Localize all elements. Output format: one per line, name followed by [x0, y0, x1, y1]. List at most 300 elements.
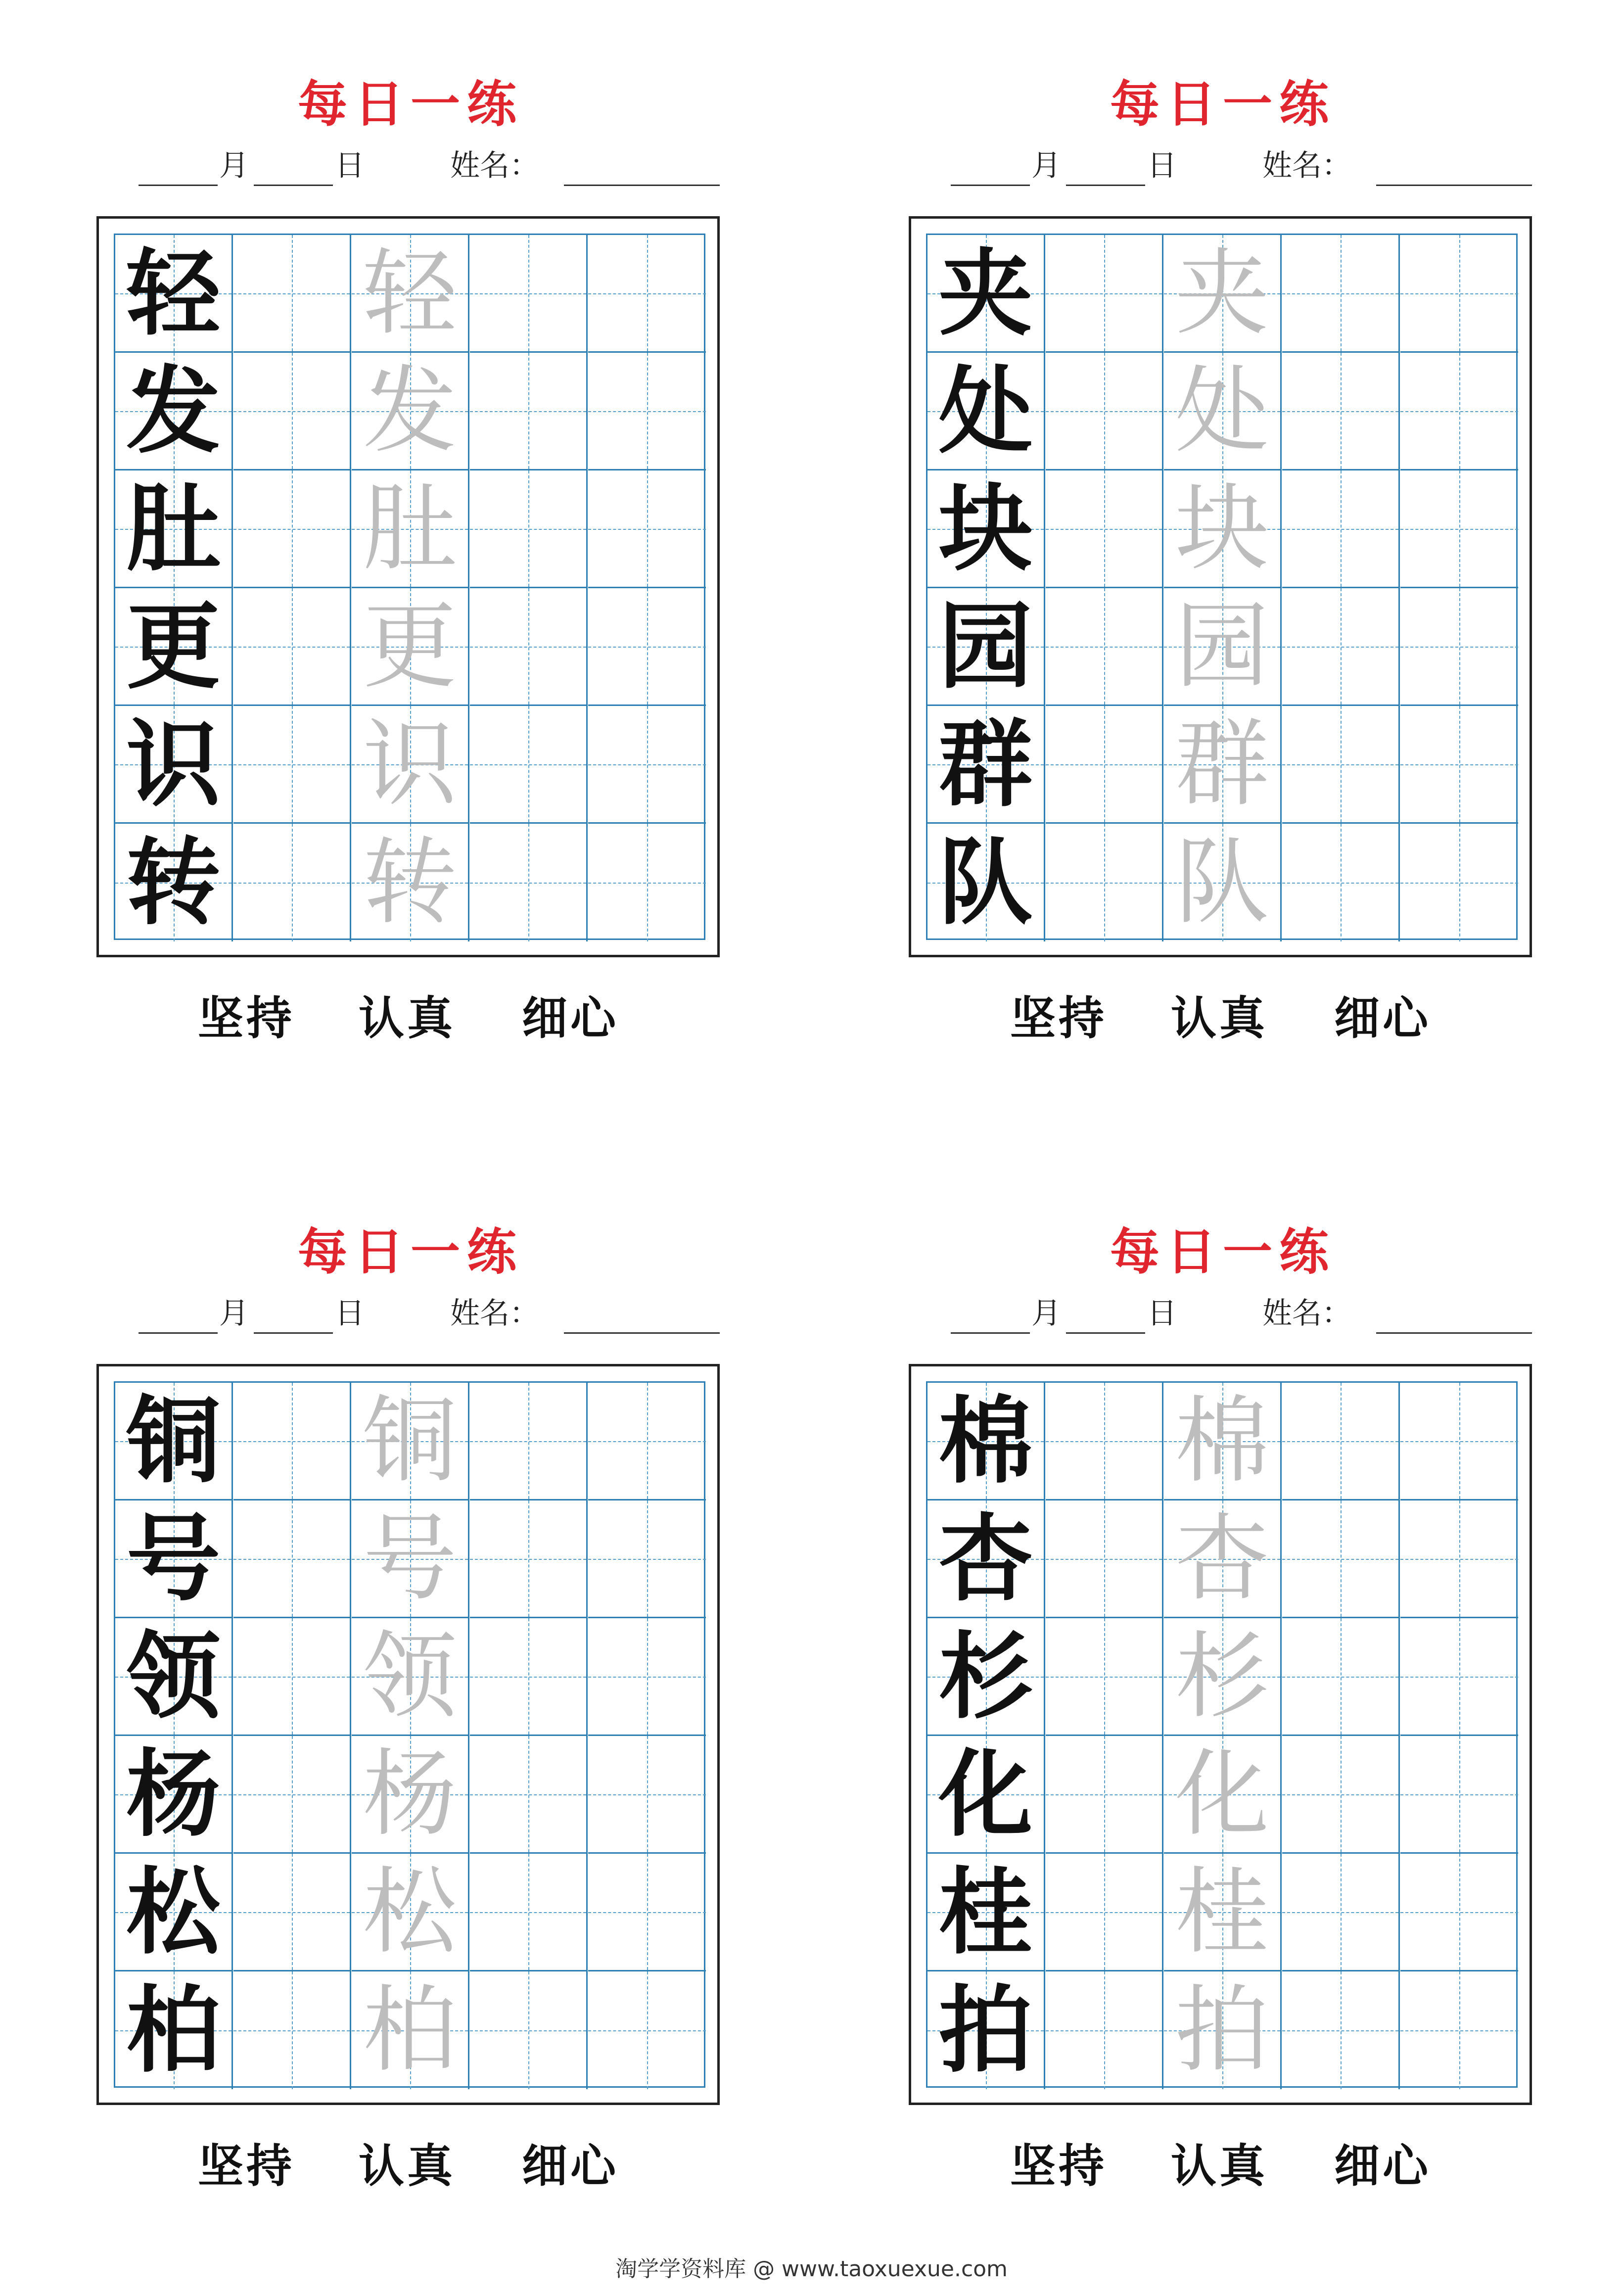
name-label: 姓名：: [450, 1296, 539, 1331]
practice-cell[interactable]: [1046, 1618, 1163, 1736]
day-blank[interactable]: [254, 185, 333, 186]
month-label: 月: [219, 148, 249, 183]
practice-cell[interactable]: [1400, 1618, 1518, 1736]
cell-guide-horizontal: [1400, 1559, 1518, 1560]
writing-frame: [909, 1364, 1532, 2105]
cell-guide-horizontal: [1046, 2030, 1162, 2031]
day-label: 日: [335, 1296, 365, 1331]
practice-cell[interactable]: [1046, 1383, 1163, 1500]
model-char-cell: [927, 706, 1045, 824]
practice-sheet: [909, 0, 1537, 1045]
practice-cell[interactable]: [1046, 706, 1163, 824]
cell-guide-horizontal: [1400, 2030, 1518, 2031]
practice-cell[interactable]: [1400, 706, 1518, 824]
cell-guide-horizontal: [1046, 1794, 1162, 1795]
practice-cell[interactable]: [233, 706, 351, 824]
practice-cell[interactable]: [1046, 1854, 1163, 1971]
cell-guide-horizontal: [1046, 883, 1162, 884]
cell-guide-horizontal: [1400, 647, 1518, 648]
grid-row: [927, 588, 1516, 706]
model-character: 化: [938, 1738, 1033, 1849]
model-character: 拍: [938, 1975, 1033, 2085]
trace-char-cell: [352, 706, 469, 824]
cell-guide-horizontal: [1046, 293, 1162, 294]
practice-cell[interactable]: [233, 1854, 351, 1971]
practice-cell[interactable]: [588, 1383, 706, 1500]
model-character: 领: [126, 1621, 221, 1732]
model-char-cell: [115, 824, 233, 941]
model-character: 柏: [126, 1975, 221, 2085]
practice-cell[interactable]: [233, 235, 351, 353]
trace-char-cell: [1164, 588, 1282, 706]
model-char-cell: [927, 1500, 1045, 1618]
practice-cell[interactable]: [1046, 470, 1163, 588]
trace-char-cell: [1164, 235, 1282, 353]
cell-guide-horizontal: [588, 529, 706, 530]
trace-char-cell: [1164, 1383, 1282, 1500]
model-character: 队: [938, 827, 1033, 937]
cell-guide-horizontal: [1046, 647, 1162, 648]
practice-cell[interactable]: [588, 1736, 706, 1854]
trace-char-cell: [352, 353, 469, 470]
cell-guide-horizontal: [233, 1441, 350, 1442]
model-char-cell: [115, 1618, 233, 1736]
trace-character: 铜: [363, 1386, 457, 1496]
cell-guide-horizontal: [233, 883, 350, 884]
model-char-cell: [115, 470, 233, 588]
trace-character: 更: [363, 591, 457, 701]
motto-word: 坚持: [198, 992, 295, 1045]
practice-cell[interactable]: [470, 1500, 588, 1618]
cell-guide-horizontal: [1282, 647, 1398, 648]
grid-row: [115, 1618, 704, 1736]
month-label: 月: [219, 1296, 249, 1331]
grid-row: [115, 706, 704, 824]
day-label: 日: [335, 148, 365, 183]
month-blank[interactable]: [951, 1332, 1030, 1334]
model-character: 桂: [938, 1856, 1033, 1967]
trace-char-cell: [1164, 353, 1282, 470]
model-char-cell: [927, 1854, 1045, 1971]
model-character: 夹: [938, 237, 1033, 348]
model-character: 群: [938, 708, 1033, 819]
model-char-cell: [927, 824, 1045, 941]
practice-cell[interactable]: [470, 470, 588, 588]
practice-cell[interactable]: [233, 824, 351, 941]
cell-guide-horizontal: [470, 764, 586, 765]
trace-char-cell: [352, 824, 469, 941]
practice-cell[interactable]: [470, 1854, 588, 1971]
cell-guide-horizontal: [1046, 529, 1162, 530]
motto-word: 细心: [522, 2140, 619, 2193]
practice-sheet: [96, 0, 725, 1045]
practice-cell[interactable]: [1400, 1854, 1518, 1971]
cell-guide-horizontal: [1282, 529, 1398, 530]
month-blank[interactable]: [139, 1332, 218, 1334]
cell-guide-horizontal: [470, 647, 586, 648]
cell-guide-horizontal: [233, 1677, 350, 1678]
model-char-cell: [115, 353, 233, 470]
practice-cell[interactable]: [588, 588, 706, 706]
practice-cell[interactable]: [1046, 235, 1163, 353]
name-label: 姓名：: [1262, 1296, 1351, 1331]
motto-word: 坚持: [1010, 2140, 1108, 2193]
cell-guide-horizontal: [1400, 764, 1518, 765]
trace-char-cell: [352, 1971, 469, 2089]
cell-guide-horizontal: [1282, 1912, 1398, 1913]
practice-cell[interactable]: [233, 1618, 351, 1736]
tianzige-grid: [114, 1381, 705, 2088]
practice-cell[interactable]: [1400, 353, 1518, 470]
practice-cell[interactable]: [233, 1383, 351, 1500]
trace-char-cell: [352, 235, 469, 353]
practice-cell[interactable]: [470, 706, 588, 824]
practice-cell[interactable]: [233, 588, 351, 706]
sheet-title: 每日一练: [1110, 75, 1336, 133]
motto-line: [909, 2130, 1537, 2193]
grid-row: [115, 470, 704, 588]
day-label: 日: [1147, 148, 1177, 183]
model-char-cell: [927, 1618, 1045, 1736]
cell-guide-horizontal: [1046, 411, 1162, 412]
trace-character: 杏: [1175, 1503, 1269, 1613]
name-label: 姓名：: [450, 148, 539, 183]
writing-frame: [96, 1364, 720, 2105]
practice-cell[interactable]: [1282, 1736, 1400, 1854]
date-name-line: [909, 146, 1537, 190]
practice-cell[interactable]: [470, 1736, 588, 1854]
motto-word: 细心: [522, 992, 619, 1045]
trace-char-cell: [1164, 1854, 1282, 1971]
practice-sheet: [909, 1148, 1537, 2193]
motto-word: 认真: [1171, 992, 1268, 1045]
cell-guide-horizontal: [1400, 883, 1518, 884]
cell-guide-horizontal: [588, 647, 706, 648]
writing-frame: [96, 216, 720, 957]
cell-guide-horizontal: [233, 647, 350, 648]
grid-row: [115, 588, 704, 706]
cell-guide-horizontal: [233, 1794, 350, 1795]
grid-row: [115, 353, 704, 470]
cell-guide-horizontal: [1046, 1559, 1162, 1560]
trace-character: 处: [1175, 356, 1269, 466]
practice-cell[interactable]: [1400, 1971, 1518, 2089]
practice-cell[interactable]: [1282, 1383, 1400, 1500]
cell-guide-horizontal: [470, 1794, 586, 1795]
trace-char-cell: [1164, 706, 1282, 824]
cell-guide-horizontal: [1400, 529, 1518, 530]
practice-cell[interactable]: [1282, 235, 1400, 353]
trace-character: 桂: [1175, 1857, 1269, 1967]
grid-row: [115, 1500, 704, 1618]
trace-character: 拍: [1175, 1975, 1269, 2085]
practice-cell[interactable]: [1400, 1500, 1518, 1618]
trace-char-cell: [1164, 1500, 1282, 1618]
cell-guide-horizontal: [233, 1559, 350, 1560]
practice-cell[interactable]: [470, 353, 588, 470]
practice-cell[interactable]: [233, 1971, 351, 2089]
model-character: 园: [938, 591, 1033, 702]
practice-cell[interactable]: [588, 1618, 706, 1736]
cell-guide-horizontal: [1282, 883, 1398, 884]
grid-row: [927, 1971, 1516, 2089]
practice-cell[interactable]: [233, 1500, 351, 1618]
practice-cell[interactable]: [1046, 1736, 1163, 1854]
practice-cell[interactable]: [1046, 1500, 1163, 1618]
model-character: 发: [126, 355, 221, 466]
cell-guide-horizontal: [470, 293, 586, 294]
model-character: 棉: [938, 1385, 1033, 1496]
trace-character: 园: [1175, 591, 1269, 701]
trace-character: 领: [363, 1621, 457, 1731]
cell-guide-horizontal: [233, 411, 350, 412]
practice-cell[interactable]: [1282, 1854, 1400, 1971]
trace-char-cell: [352, 1618, 469, 1736]
practice-cell[interactable]: [588, 235, 706, 353]
cell-guide-horizontal: [1046, 1912, 1162, 1913]
cell-guide-horizontal: [588, 883, 706, 884]
grid-row: [115, 1854, 704, 1971]
trace-character: 肚: [363, 473, 457, 583]
cell-guide-horizontal: [233, 529, 350, 530]
practice-cell[interactable]: [1282, 1618, 1400, 1736]
practice-cell[interactable]: [1046, 588, 1163, 706]
practice-cell[interactable]: [1282, 824, 1400, 941]
cell-guide-horizontal: [1282, 1794, 1398, 1795]
trace-character: 队: [1175, 828, 1269, 937]
practice-cell[interactable]: [1046, 824, 1163, 941]
trace-character: 杨: [363, 1739, 457, 1849]
practice-cell[interactable]: [1400, 588, 1518, 706]
practice-cell[interactable]: [1400, 1736, 1518, 1854]
trace-char-cell: [352, 588, 469, 706]
model-character: 轻: [126, 237, 221, 348]
cell-guide-horizontal: [470, 529, 586, 530]
cell-guide-horizontal: [1282, 1441, 1398, 1442]
model-char-cell: [115, 1383, 233, 1500]
cell-guide-horizontal: [1046, 764, 1162, 765]
sheet-title: 每日一练: [1110, 1223, 1336, 1281]
practice-cell[interactable]: [1282, 1500, 1400, 1618]
practice-cell[interactable]: [1400, 1383, 1518, 1500]
practice-cell[interactable]: [470, 1618, 588, 1736]
model-char-cell: [115, 1971, 233, 2089]
grid-row: [115, 1736, 704, 1854]
grid-row: [927, 824, 1516, 941]
practice-cell[interactable]: [1400, 824, 1518, 941]
cell-guide-horizontal: [470, 1559, 586, 1560]
grid-row: [927, 1500, 1516, 1618]
trace-character: 柏: [363, 1975, 457, 2085]
trace-character: 轻: [363, 238, 457, 348]
cell-guide-horizontal: [470, 411, 586, 412]
cell-guide-horizontal: [1282, 2030, 1398, 2031]
practice-cell[interactable]: [1282, 353, 1400, 470]
month-blank[interactable]: [951, 185, 1030, 186]
trace-char-cell: [352, 1854, 469, 1971]
cell-guide-horizontal: [588, 1441, 706, 1442]
model-char-cell: [927, 1736, 1045, 1854]
sheet-title: 每日一练: [298, 1223, 523, 1281]
model-char-cell: [115, 588, 233, 706]
practice-sheet: [96, 1148, 725, 2193]
cell-guide-horizontal: [470, 1441, 586, 1442]
model-character: 识: [126, 708, 221, 819]
grid-row: [927, 470, 1516, 588]
trace-char-cell: [1164, 470, 1282, 588]
motto-word: 认真: [359, 992, 456, 1045]
model-char-cell: [115, 1854, 233, 1971]
practice-cell[interactable]: [233, 353, 351, 470]
model-char-cell: [927, 588, 1045, 706]
tianzige-grid: [926, 1381, 1518, 2088]
model-character: 转: [126, 827, 221, 937]
model-char-cell: [927, 1383, 1045, 1500]
cell-guide-horizontal: [1400, 1677, 1518, 1678]
practice-cell[interactable]: [470, 824, 588, 941]
model-char-cell: [927, 353, 1045, 470]
month-label: 月: [1031, 148, 1061, 183]
grid-row: [927, 1854, 1516, 1971]
day-blank[interactable]: [1066, 1332, 1145, 1334]
date-name-line: [909, 1294, 1537, 1338]
practice-cell[interactable]: [588, 1971, 706, 2089]
day-blank[interactable]: [1066, 185, 1145, 186]
cell-guide-horizontal: [1282, 764, 1398, 765]
model-character: 块: [938, 473, 1033, 584]
model-character: 更: [126, 591, 221, 702]
trace-char-cell: [1164, 824, 1282, 941]
trace-character: 转: [363, 828, 457, 937]
name-blank[interactable]: [1376, 185, 1532, 186]
cell-guide-horizontal: [470, 1677, 586, 1678]
practice-cell[interactable]: [470, 235, 588, 353]
writing-frame: [909, 216, 1532, 957]
sheet-title: 每日一练: [298, 75, 523, 133]
trace-character: 块: [1175, 473, 1269, 583]
trace-character: 杉: [1175, 1621, 1269, 1731]
practice-cell[interactable]: [1282, 1971, 1400, 2089]
cell-guide-horizontal: [1282, 1677, 1398, 1678]
grid-row: [927, 1383, 1516, 1500]
cell-guide-horizontal: [1282, 411, 1398, 412]
motto-line: [96, 2130, 725, 2193]
trace-character: 群: [1175, 709, 1269, 819]
practice-cell[interactable]: [1400, 470, 1518, 588]
name-blank[interactable]: [1376, 1332, 1532, 1334]
model-char-cell: [927, 1971, 1045, 2089]
cell-guide-horizontal: [470, 2030, 586, 2031]
day-blank[interactable]: [254, 1332, 333, 1334]
trace-char-cell: [1164, 1618, 1282, 1736]
model-character: 肚: [126, 473, 221, 584]
trace-char-cell: [1164, 1971, 1282, 2089]
trace-character: 发: [363, 356, 457, 466]
footer-watermark: 淘学学资料库 @ www.taoxuexue.com: [615, 2256, 1008, 2282]
practice-cell[interactable]: [470, 1971, 588, 2089]
month-label: 月: [1031, 1296, 1061, 1331]
grid-row: [115, 824, 704, 941]
practice-cell[interactable]: [1282, 706, 1400, 824]
grid-row: [115, 235, 704, 353]
cell-guide-horizontal: [1282, 293, 1398, 294]
model-char-cell: [927, 235, 1045, 353]
grid-row: [927, 353, 1516, 470]
model-char-cell: [115, 706, 233, 824]
motto-line: [909, 982, 1537, 1045]
trace-char-cell: [352, 1736, 469, 1854]
model-char-cell: [115, 235, 233, 353]
cell-guide-horizontal: [1282, 1559, 1398, 1560]
practice-cell[interactable]: [588, 1854, 706, 1971]
cell-guide-horizontal: [588, 411, 706, 412]
name-blank[interactable]: [564, 1332, 720, 1334]
cell-guide-horizontal: [1400, 293, 1518, 294]
model-char-cell: [115, 1500, 233, 1618]
trace-character: 松: [363, 1857, 457, 1967]
motto-word: 坚持: [198, 2140, 295, 2193]
motto-word: 细心: [1334, 992, 1432, 1045]
motto-word: 细心: [1334, 2140, 1432, 2193]
practice-cell[interactable]: [588, 353, 706, 470]
model-character: 松: [126, 1856, 221, 1967]
cell-guide-horizontal: [588, 293, 706, 294]
trace-char-cell: [1164, 1736, 1282, 1854]
practice-cell[interactable]: [588, 706, 706, 824]
cell-guide-horizontal: [588, 1794, 706, 1795]
practice-cell[interactable]: [233, 470, 351, 588]
cell-guide-horizontal: [1400, 1794, 1518, 1795]
grid-row: [927, 1618, 1516, 1736]
cell-guide-horizontal: [470, 1912, 586, 1913]
name-blank[interactable]: [564, 185, 720, 186]
cell-guide-horizontal: [588, 1677, 706, 1678]
tianzige-grid: [114, 234, 705, 940]
cell-guide-horizontal: [1400, 1441, 1518, 1442]
practice-cell[interactable]: [470, 588, 588, 706]
model-character: 杨: [126, 1738, 221, 1849]
practice-cell[interactable]: [588, 824, 706, 941]
cell-guide-horizontal: [588, 764, 706, 765]
model-character: 铜: [126, 1385, 221, 1496]
practice-cell[interactable]: [1046, 1971, 1163, 2089]
trace-char-cell: [352, 470, 469, 588]
motto-word: 坚持: [1010, 992, 1108, 1045]
cell-guide-horizontal: [1046, 1677, 1162, 1678]
date-name-line: [96, 146, 725, 190]
practice-cell[interactable]: [1282, 470, 1400, 588]
practice-cell[interactable]: [1400, 235, 1518, 353]
cell-guide-horizontal: [1400, 1912, 1518, 1913]
practice-cell[interactable]: [470, 1383, 588, 1500]
practice-cell[interactable]: [1046, 353, 1163, 470]
cell-guide-horizontal: [233, 1912, 350, 1913]
trace-character: 棉: [1175, 1386, 1269, 1496]
day-label: 日: [1147, 1296, 1177, 1331]
cell-guide-horizontal: [1400, 411, 1518, 412]
cell-guide-horizontal: [588, 2030, 706, 2031]
model-char-cell: [115, 1736, 233, 1854]
practice-cell[interactable]: [588, 470, 706, 588]
practice-cell[interactable]: [1282, 588, 1400, 706]
practice-cell[interactable]: [233, 1736, 351, 1854]
date-name-line: [96, 1294, 725, 1338]
practice-cell[interactable]: [588, 1500, 706, 1618]
month-blank[interactable]: [139, 185, 218, 186]
cell-guide-horizontal: [588, 1912, 706, 1913]
model-character: 处: [938, 355, 1033, 466]
trace-character: 夹: [1175, 238, 1269, 348]
